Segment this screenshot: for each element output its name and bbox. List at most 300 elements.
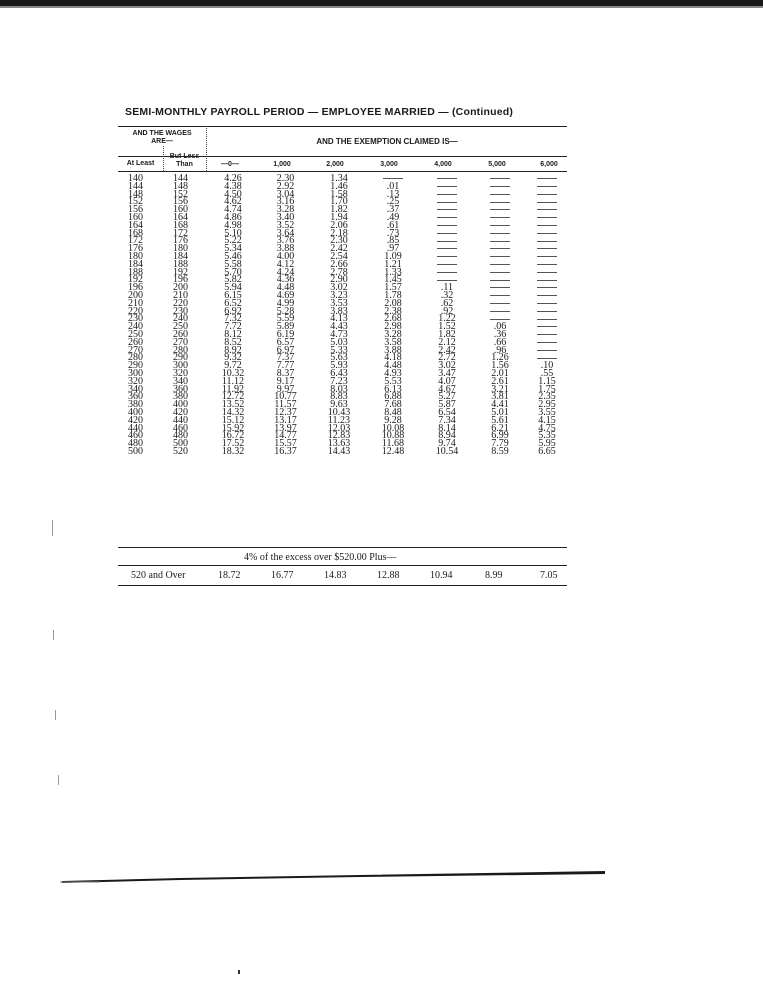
wage-at-least: 320 (128, 375, 143, 387)
wage-at-least: 220 (128, 305, 143, 317)
wage-at-least: 156 (128, 204, 143, 216)
empty-cell-rule (490, 272, 510, 273)
tax-amount: 1.33 (384, 266, 402, 278)
wage-but-less-than: 152 (173, 188, 188, 200)
tax-amount (526, 183, 568, 191)
empty-cell-rule (537, 248, 557, 249)
tax-amount: 1.46 (330, 180, 348, 192)
tax-amount: 13.97 (274, 422, 297, 434)
tax-amount: 11.68 (381, 438, 405, 450)
tax-amount: 10.88 (381, 430, 405, 442)
tax-amount: 8.37 (276, 367, 295, 379)
tax-amount: 4.15 (538, 414, 556, 426)
over-row-value: 14.83 (324, 570, 347, 581)
wage-at-least: 280 (128, 352, 143, 364)
tax-amount: 7.23 (330, 375, 348, 387)
wage-at-least: 196 (128, 282, 143, 294)
tax-amount: 6.65 (538, 445, 556, 457)
tax-amount: 3.58 (384, 336, 402, 348)
tax-amount: 6.43 (330, 367, 348, 379)
tax-amount: 3.55 (538, 406, 556, 418)
wage-at-least: 400 (128, 406, 143, 418)
wage-at-least: 188 (128, 266, 143, 278)
tax-amount (526, 315, 568, 323)
empty-cell-rule (490, 287, 510, 288)
empty-cell-rule (537, 202, 557, 203)
tax-amount (526, 253, 568, 261)
wage-at-least: 440 (128, 422, 143, 434)
empty-cell-rule (490, 248, 510, 249)
tax-amount (526, 284, 568, 292)
tax-amount: 8.94 (438, 430, 456, 442)
empty-cell-rule (537, 280, 557, 281)
tax-amount: 1.21 (384, 258, 402, 270)
empty-cell-rule (437, 264, 457, 265)
tax-amount: 3.02 (330, 282, 348, 294)
tax-amount: 1.58 (330, 188, 348, 200)
empty-cell-rule (490, 209, 510, 210)
tax-amount: 2.66 (330, 258, 348, 270)
tax-amount: 6.13 (384, 383, 402, 395)
tax-amount: 12.48 (381, 445, 405, 457)
tax-amount: 2.12 (438, 336, 456, 348)
tax-amount: .92 (440, 305, 454, 317)
tax-amount (474, 214, 526, 222)
tax-amount: 7.68 (384, 399, 402, 411)
tax-amount (420, 261, 474, 269)
empty-cell-rule (490, 256, 510, 257)
tax-amount (420, 198, 474, 206)
wage-but-less-than: 340 (173, 375, 188, 387)
header-top-rule (118, 126, 567, 127)
wage-but-less-than: 184 (173, 250, 188, 262)
over-row-value: 10.94 (430, 570, 453, 581)
tax-amount: 4.74 (224, 204, 242, 216)
tax-amount (474, 253, 526, 261)
tax-amount: .13 (386, 188, 400, 200)
empty-cell-rule (537, 194, 557, 195)
exemption-header-3000: 3,000 (380, 161, 398, 168)
at-least-label: At Least (126, 160, 155, 167)
empty-cell-rule (537, 287, 557, 288)
tax-amount (526, 323, 568, 331)
tax-amount (420, 230, 474, 238)
tax-amount: 4.50 (224, 188, 242, 200)
tax-amount: 3.83 (330, 305, 348, 317)
wage-but-less-than: 500 (173, 438, 188, 450)
tax-amount (474, 276, 526, 284)
tax-amount: 9.32 (224, 352, 242, 364)
wage-at-least: 290 (128, 360, 143, 372)
empty-cell-rule (490, 303, 510, 304)
tax-amount: 4.13 (330, 313, 348, 325)
empty-cell-rule (490, 194, 510, 195)
header-divider-wages (206, 126, 207, 171)
tax-amount: 5.22 (224, 235, 242, 247)
tax-amount: 1.45 (384, 274, 402, 286)
tax-amount: 11.92 (221, 383, 245, 395)
over-row-value: 12.88 (377, 570, 400, 581)
tax-amount: 10.43 (327, 406, 351, 418)
tax-amount (474, 206, 526, 214)
tax-amount (526, 347, 568, 355)
wage-but-less-than: 460 (173, 422, 188, 434)
tax-amount: 1.57 (384, 282, 402, 294)
empty-cell-rule (383, 178, 403, 179)
tax-amount (526, 191, 568, 199)
tax-amount (526, 198, 568, 206)
empty-cell-rule (537, 241, 557, 242)
tax-amount: 2.42 (438, 344, 456, 356)
tax-amount: 14.43 (327, 445, 351, 457)
empty-cell-rule (437, 225, 457, 226)
tax-amount (474, 292, 526, 300)
wage-at-least: 200 (128, 289, 143, 301)
tax-amount: 15.92 (221, 422, 245, 434)
exemption-label: AND THE EXEMPTION CLAIMED IS— (316, 137, 458, 146)
tax-amount (474, 261, 526, 269)
wage-at-least: 250 (128, 328, 143, 340)
tax-amount (526, 230, 568, 238)
wage-at-least: 480 (128, 438, 143, 450)
wage-but-less-than: 400 (173, 399, 188, 411)
tax-amount: 2.38 (384, 305, 402, 317)
wage-but-less-than: 270 (173, 336, 188, 348)
empty-cell-rule (490, 264, 510, 265)
empty-cell-rule (437, 194, 457, 195)
empty-cell-rule (537, 326, 557, 327)
tax-amount: 18.32 (221, 445, 245, 457)
tax-amount: 3.76 (276, 235, 295, 247)
tax-amount (420, 237, 474, 245)
empty-cell-rule (537, 264, 557, 265)
wage-but-less-than: 290 (173, 352, 188, 364)
tax-amount (526, 339, 568, 347)
tax-amount: 6.52 (224, 297, 242, 309)
tax-amount: 4.98 (224, 219, 242, 231)
tax-amount: 2.30 (330, 235, 348, 247)
wage-at-least: 164 (128, 219, 143, 231)
tax-amount: 8.48 (384, 406, 402, 418)
over-row-value: 18.72 (218, 570, 241, 581)
wage-but-less-than: 160 (173, 204, 188, 216)
tax-amount: 2.54 (330, 250, 348, 262)
tax-amount (420, 191, 474, 199)
tax-amount (526, 206, 568, 214)
tax-amount: .73 (386, 227, 400, 239)
wage-but-less-than: 168 (173, 219, 188, 231)
over-row-rule (118, 585, 567, 586)
over-row-label: 520 and Over (131, 570, 186, 581)
tax-amount: 4.26 (224, 173, 242, 184)
tax-amount (474, 198, 526, 206)
tax-amount: 6.54 (438, 406, 456, 418)
wage-but-less-than: 360 (173, 383, 188, 395)
tax-amount: 4.12 (276, 258, 295, 270)
empty-cell-rule (437, 209, 457, 210)
tax-amount: 1.78 (384, 289, 402, 301)
wage-at-least: 192 (128, 274, 143, 286)
tax-amount (420, 206, 474, 214)
tax-amount: 1.82 (330, 204, 348, 216)
tax-amount: 3.02 (438, 360, 456, 372)
tax-amount: 6.97 (276, 344, 295, 356)
wage-at-least: 176 (128, 243, 143, 255)
tax-amount: 9.72 (224, 360, 242, 372)
empty-cell-rule (537, 217, 557, 218)
wage-at-least: 144 (128, 180, 143, 192)
tax-amount: 9.28 (384, 414, 402, 426)
tax-amount: 4.86 (224, 211, 242, 223)
tax-amount: 3.28 (384, 328, 402, 340)
wage-but-less-than: 220 (173, 297, 188, 309)
tax-amount: 1.26 (491, 352, 509, 364)
tax-amount: 4.62 (224, 196, 242, 208)
tax-amount: .61 (386, 219, 400, 231)
withholding-table (118, 175, 568, 456)
tax-amount: 4.99 (276, 297, 295, 309)
tax-amount (474, 191, 526, 199)
tax-amount: 2.92 (276, 180, 295, 192)
tax-amount: 4.75 (538, 422, 556, 434)
wage-at-least: 380 (128, 399, 143, 411)
exemption-header-6000: 6,000 (540, 161, 558, 168)
empty-cell-rule (437, 241, 457, 242)
tax-amount: 2.78 (330, 266, 348, 278)
exemption-header-4000: 4,000 (434, 161, 452, 168)
empty-cell-rule (537, 334, 557, 335)
tax-amount: 1.09 (384, 250, 402, 262)
exemption-header-1000: 1,000 (273, 161, 291, 168)
tax-amount: 2.72 (438, 352, 456, 364)
tax-amount: 2.06 (330, 219, 348, 231)
tax-amount: 5.10 (224, 227, 242, 239)
tax-amount (474, 300, 526, 308)
empty-cell-rule (490, 241, 510, 242)
tax-amount: 13.63 (327, 438, 351, 450)
tax-amount (526, 237, 568, 245)
scan-speck (53, 630, 54, 640)
wage-but-less-than: 280 (173, 344, 188, 356)
tax-amount: 16.72 (221, 430, 245, 442)
wage-at-least: 240 (128, 321, 143, 333)
tax-amount (420, 183, 474, 191)
wage-at-least: 340 (128, 383, 143, 395)
wage-at-least: 420 (128, 414, 143, 426)
tax-amount: 5.63 (330, 352, 348, 364)
empty-cell-rule (490, 295, 510, 296)
scan-speck (52, 520, 53, 536)
wage-but-less-than: 176 (173, 235, 188, 247)
tax-amount (420, 214, 474, 222)
scan-speck (238, 970, 240, 974)
tax-amount: 14.32 (221, 406, 245, 418)
empty-cell-rule (490, 178, 510, 179)
tax-amount: 3.81 (491, 391, 509, 403)
table-bottom-rule (118, 547, 567, 548)
tax-amount: 4.48 (276, 282, 295, 294)
wage-but-less-than: 180 (173, 243, 188, 255)
tax-amount: .36 (493, 328, 507, 340)
tax-amount: 5.46 (224, 250, 242, 262)
scan-speck (55, 710, 56, 720)
tax-amount: 5.03 (330, 336, 348, 348)
wages-label-line1: AND THE WAGES (132, 130, 192, 137)
tax-amount: 12.03 (327, 422, 351, 434)
tax-amount: 1.22 (438, 313, 456, 325)
tax-amount: 9.63 (330, 399, 348, 411)
empty-cell-rule (537, 272, 557, 273)
tax-amount: 9.74 (438, 438, 456, 450)
empty-cell-rule (490, 186, 510, 187)
wage-but-less-than: 260 (173, 328, 188, 340)
tax-amount: 3.40 (276, 211, 295, 223)
empty-cell-rule (537, 295, 557, 296)
tax-amount: 4.36 (276, 274, 295, 286)
tax-amount: 4.41 (491, 399, 509, 411)
wage-but-less-than: 156 (173, 196, 188, 208)
tax-amount: .32 (440, 289, 454, 301)
wage-but-less-than: 196 (173, 274, 188, 286)
tax-amount: 5.94 (224, 282, 242, 294)
empty-cell-rule (537, 256, 557, 257)
wage-at-least: 172 (128, 235, 143, 247)
tax-amount: 3.21 (491, 383, 509, 395)
tax-amount (420, 222, 474, 230)
wage-at-least: 460 (128, 430, 143, 442)
tax-amount: 12.37 (274, 406, 297, 418)
wage-but-less-than: 380 (173, 391, 188, 403)
tax-amount (474, 222, 526, 230)
tax-amount: 2.95 (538, 399, 556, 411)
tax-amount: 10.77 (274, 391, 297, 403)
tax-amount: .85 (386, 235, 400, 247)
tax-amount: 4.00 (276, 250, 295, 262)
tax-amount (474, 175, 526, 183)
tax-amount (526, 261, 568, 269)
tax-amount: 7.32 (224, 313, 242, 325)
tax-amount: .37 (386, 204, 400, 216)
wage-but-less-than: 440 (173, 414, 188, 426)
tax-amount (474, 237, 526, 245)
over-row (118, 570, 568, 582)
wage-at-least: 300 (128, 367, 143, 379)
exemption-header-0: —0— (221, 161, 239, 168)
tax-amount: 3.28 (276, 204, 295, 216)
wage-at-least: 152 (128, 196, 143, 208)
tax-amount: 2.18 (330, 227, 348, 239)
tax-amount: .62 (440, 297, 454, 309)
tax-amount: 6.15 (224, 289, 242, 301)
tax-amount: 5.82 (224, 274, 242, 286)
tax-amount: 1.34 (330, 173, 348, 184)
tax-amount: 15.12 (221, 414, 245, 426)
tax-amount: 11.23 (327, 414, 351, 426)
wage-at-least: 168 (128, 227, 143, 239)
tax-amount: .55 (540, 367, 554, 379)
tax-amount: 4.24 (276, 266, 295, 278)
tax-amount: 9.97 (276, 383, 295, 395)
tax-amount: 7.34 (438, 414, 456, 426)
tax-amount: 14.77 (274, 430, 297, 442)
tax-amount (526, 175, 568, 183)
tax-amount: .06 (493, 321, 507, 333)
tax-amount (526, 308, 568, 316)
header-bottom-rule (118, 171, 567, 172)
tax-amount: 6.19 (276, 328, 295, 340)
wage-but-less-than: 420 (173, 406, 188, 418)
empty-cell-rule (437, 186, 457, 187)
tax-amount (474, 245, 526, 253)
wage-but-less-than: 320 (173, 367, 188, 379)
tax-amount: 5.53 (384, 375, 402, 387)
tax-amount: 5.27 (438, 391, 456, 403)
tax-amount: 6.99 (491, 430, 509, 442)
tax-amount: 8.59 (491, 445, 509, 457)
tax-amount (420, 175, 474, 183)
tax-amount (474, 284, 526, 292)
tax-amount: 8.92 (224, 344, 242, 356)
empty-cell-rule (537, 319, 557, 320)
tax-amount: 1.56 (491, 360, 509, 372)
tax-amount (526, 331, 568, 339)
tax-amount: 6.21 (491, 422, 509, 434)
empty-cell-rule (537, 178, 557, 179)
tax-amount: 4.67 (438, 383, 456, 395)
empty-cell-rule (437, 256, 457, 257)
tax-amount: 11.57 (274, 399, 297, 411)
excess-note: 4% of the excess over $520.00 Plus— (244, 552, 397, 563)
tax-amount: 4.07 (438, 375, 456, 387)
empty-cell-rule (437, 217, 457, 218)
empty-cell-rule (537, 209, 557, 210)
tax-amount: 11.12 (221, 375, 245, 387)
empty-cell-rule (437, 248, 457, 249)
wage-but-less-than: 480 (173, 430, 188, 442)
tax-amount (474, 308, 526, 316)
tax-amount: 5.95 (538, 438, 556, 450)
over-row-value: 8.99 (485, 570, 503, 581)
empty-cell-rule (437, 178, 457, 179)
tax-amount (526, 276, 568, 284)
tax-amount: 5.61 (491, 414, 509, 426)
tax-amount: 4.73 (330, 328, 348, 340)
tax-amount: 8.12 (224, 328, 242, 340)
wage-at-least: 210 (128, 297, 143, 309)
wage-at-least: 184 (128, 258, 143, 270)
wage-at-least: 230 (128, 313, 143, 325)
tax-amount: 3.53 (330, 297, 348, 309)
scan-top-edge-shadow (0, 6, 763, 8)
empty-cell-rule (490, 280, 510, 281)
wage-at-least: 260 (128, 336, 143, 348)
tax-amount: .96 (493, 344, 507, 356)
tax-amount: 3.23 (330, 289, 348, 301)
tax-amount: 3.52 (276, 219, 295, 231)
empty-cell-rule (437, 202, 457, 203)
scan-speck (58, 775, 59, 785)
tax-amount: 5.34 (224, 243, 242, 255)
tax-amount: .66 (493, 336, 507, 348)
empty-cell-rule (537, 186, 557, 187)
tax-amount: 3.04 (276, 188, 295, 200)
tax-amount: 8.14 (438, 422, 456, 434)
tax-amount: 17.52 (221, 438, 245, 450)
tax-amount: 3.88 (384, 344, 402, 356)
wage-but-less-than: 250 (173, 321, 188, 333)
tax-amount: 13.52 (221, 399, 245, 411)
empty-cell-rule (490, 225, 510, 226)
